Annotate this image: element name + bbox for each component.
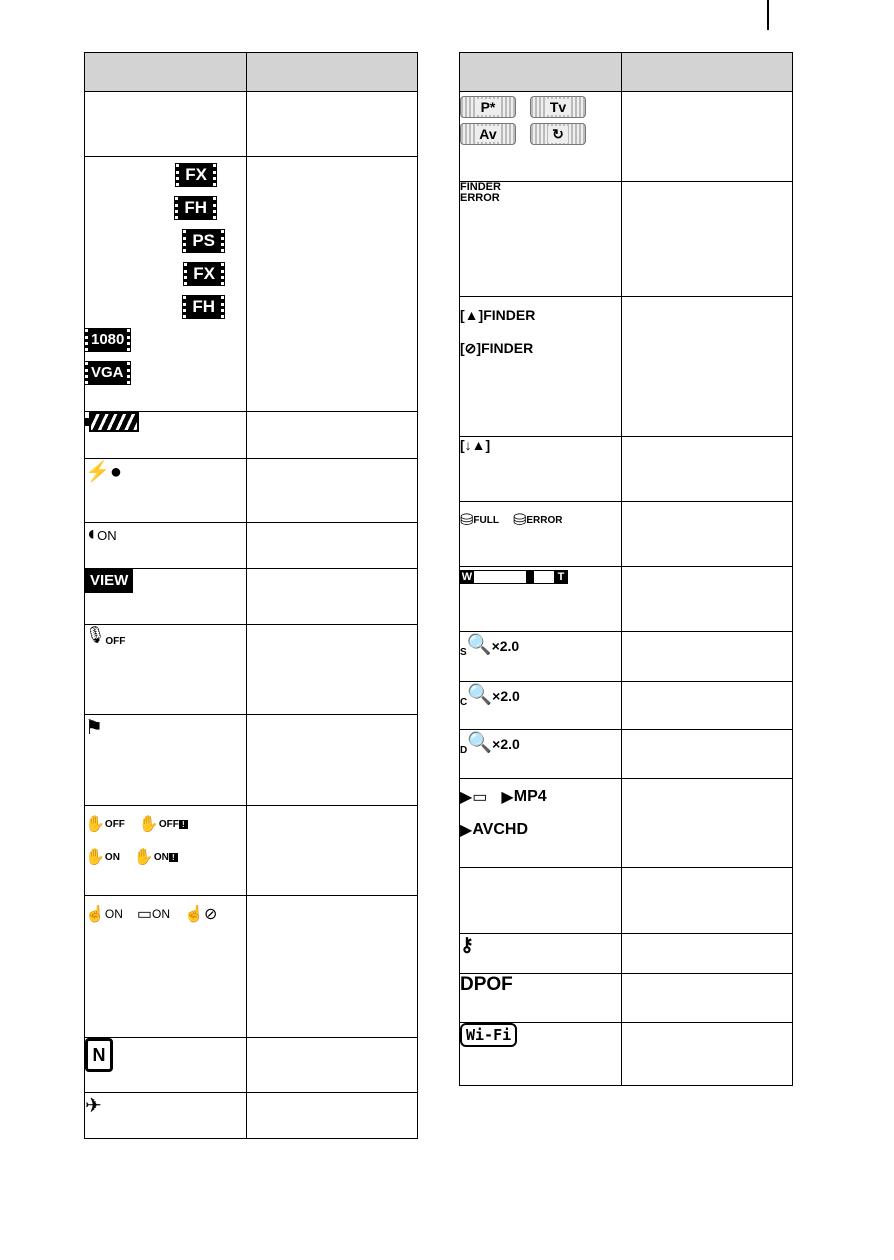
zoom-s-value: ×2.0 bbox=[491, 638, 520, 654]
table-row bbox=[460, 868, 793, 934]
table-row bbox=[85, 1038, 418, 1093]
nfc-icon: N bbox=[85, 1038, 113, 1072]
table-row bbox=[460, 682, 793, 730]
play-still-icon: ▶▭ bbox=[460, 789, 488, 806]
touch-icon: ☝ bbox=[85, 906, 105, 923]
fh-movie-icon: FH bbox=[175, 197, 216, 219]
table-row bbox=[460, 779, 793, 868]
finder-temp-up-label: FINDER bbox=[483, 307, 536, 323]
ps-movie-icon: PS bbox=[183, 230, 224, 252]
touch-off-icon: ☝ bbox=[184, 906, 204, 923]
program-shift-icon: P* bbox=[460, 96, 516, 118]
table-row bbox=[85, 715, 418, 806]
play-mp4-icon: ▶ bbox=[501, 789, 514, 806]
table-row bbox=[460, 730, 793, 779]
mic-off-label: OFF bbox=[105, 636, 126, 648]
database-full-icon: ⛁ bbox=[460, 512, 474, 529]
avchd-label: AVCHD bbox=[472, 821, 529, 838]
steadyshot-on-icon: ✋ bbox=[85, 849, 105, 866]
rotate-icon: ↻ bbox=[530, 123, 586, 145]
table-row bbox=[85, 569, 418, 625]
table-row bbox=[85, 1093, 418, 1139]
table-header-row bbox=[460, 53, 793, 92]
table-header-row bbox=[85, 53, 418, 92]
protect-key-icon: ⚷ bbox=[460, 935, 474, 956]
table-row bbox=[460, 297, 793, 437]
finder-error-icon: FINDER ERROR bbox=[460, 181, 501, 204]
zoom-d-value: ×2.0 bbox=[492, 736, 520, 752]
steadyshot-on-warning-icon: ✋ bbox=[133, 849, 154, 866]
magnifier-icon: 🔍 bbox=[467, 732, 493, 754]
video-light-icon: ◖ bbox=[85, 523, 98, 545]
magnifier-icon: 🔍 bbox=[467, 684, 493, 706]
battery-icon bbox=[85, 412, 139, 432]
table-row bbox=[460, 974, 793, 1023]
1080-movie-icon: 1080 bbox=[85, 329, 130, 351]
table-row bbox=[460, 182, 793, 297]
shutter-priority-icon: Tv bbox=[530, 96, 586, 118]
zoom-d-prefix: D bbox=[460, 745, 468, 757]
flag-icon: ⚑ bbox=[85, 717, 103, 739]
zoom-w-label: W bbox=[461, 571, 473, 583]
burst-icon: ▭ bbox=[136, 906, 153, 923]
finder-temp-stop-icon: [⊘] bbox=[460, 339, 482, 356]
burst-on-label: ON bbox=[152, 907, 171, 921]
database-error-label: ERROR bbox=[526, 514, 563, 526]
airplane-mode-icon: ✈ bbox=[85, 1095, 102, 1117]
finder-temp-up-icon: [▲] bbox=[460, 307, 484, 323]
steadyshot-off-warning-label: OFF bbox=[158, 818, 179, 830]
indicator-table-right bbox=[459, 52, 793, 1086]
steadyshot-on-label: ON bbox=[104, 851, 120, 863]
play-avchd-icon: ▶ bbox=[460, 822, 473, 839]
table-row bbox=[460, 567, 793, 632]
video-light-on-label: ON bbox=[97, 528, 117, 543]
zoom-s-prefix: S bbox=[460, 647, 467, 659]
table-row: ✋ OFF ✋ OFF ! ✋ ON ✋ ON ! bbox=[85, 806, 418, 896]
table-row bbox=[85, 625, 418, 715]
steadyshot-off-warning-icon: ✋ bbox=[138, 816, 159, 833]
table-row bbox=[460, 1023, 793, 1086]
zoom-t-label: T bbox=[554, 570, 568, 584]
steadyshot-off-icon: ✋ bbox=[85, 816, 105, 833]
table-row bbox=[85, 412, 418, 459]
touch-off-label: ⊘ bbox=[203, 906, 218, 923]
temperature-warning-icon: [↓▲] bbox=[460, 437, 491, 453]
database-error-icon: ⛁ bbox=[512, 512, 527, 529]
database-full-label: FULL bbox=[473, 514, 499, 526]
finder-temp-stop-label: FINDER bbox=[481, 340, 534, 356]
table-row bbox=[460, 437, 793, 502]
table-row bbox=[85, 896, 418, 1038]
magnifier-icon: 🔍 bbox=[466, 634, 492, 656]
fx-movie-icon-2: FX bbox=[184, 263, 224, 285]
fh-movie-icon-2: FH bbox=[183, 296, 224, 318]
table-row bbox=[85, 523, 418, 569]
table-row bbox=[460, 934, 793, 974]
steadyshot-off-label: OFF bbox=[104, 818, 125, 830]
table-row bbox=[460, 502, 793, 567]
table-row bbox=[460, 632, 793, 682]
table-row bbox=[460, 92, 793, 182]
table-row bbox=[85, 157, 418, 412]
mp4-label: MP4 bbox=[513, 788, 547, 805]
indicator-table-left bbox=[84, 52, 418, 1139]
microphone-off-icon: 🎙 bbox=[85, 627, 106, 644]
aperture-priority-icon: Av bbox=[460, 123, 516, 145]
table-row bbox=[85, 92, 418, 157]
zoom-c-value: ×2.0 bbox=[492, 688, 520, 704]
steadyshot-on-warning-label: ON bbox=[153, 851, 169, 863]
zoom-bar bbox=[460, 569, 568, 585]
table-row bbox=[85, 459, 418, 523]
top-vertical-rule bbox=[767, 0, 769, 30]
dpof-icon: DPOF bbox=[460, 974, 513, 995]
wifi-icon: Wi-Fi bbox=[460, 1023, 517, 1047]
view-icon: VIEW bbox=[85, 569, 133, 593]
zoom-c-prefix: C bbox=[460, 697, 468, 709]
flash-charging-icon: ⚡● bbox=[85, 461, 122, 483]
touch-on-label: ON bbox=[104, 907, 123, 921]
vga-movie-icon: VGA bbox=[85, 362, 130, 384]
fx-movie-icon: FX bbox=[176, 164, 216, 186]
